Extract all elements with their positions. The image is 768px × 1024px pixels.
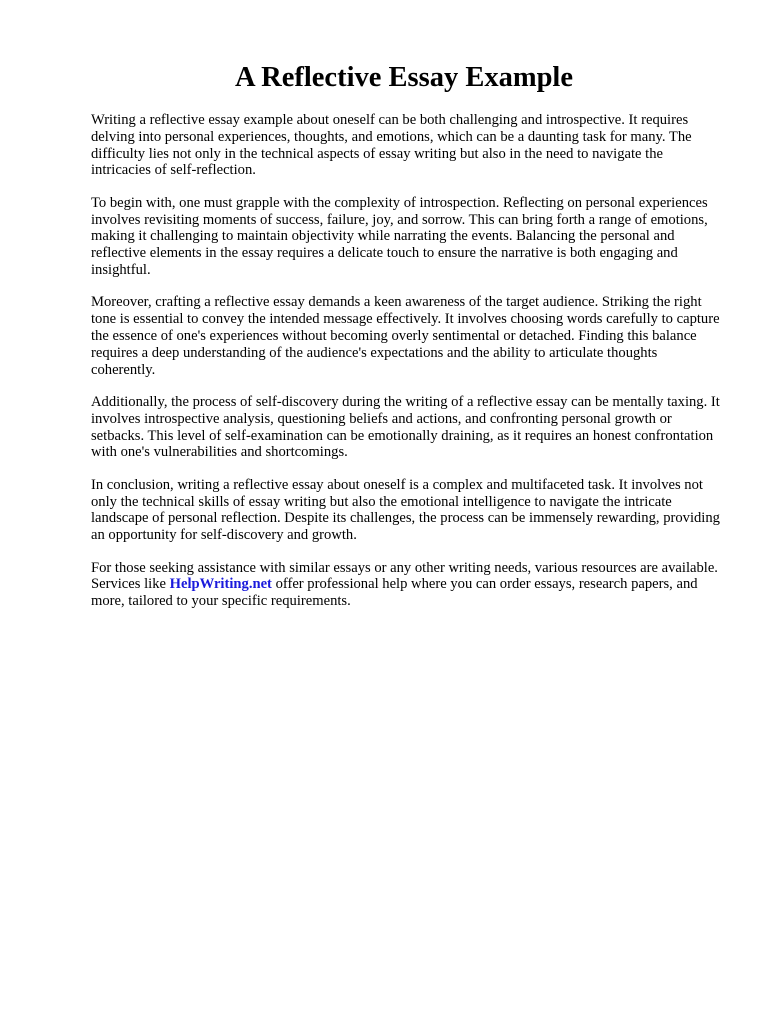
paragraph-self-discovery: Additionally, the process of self-discovery during the writing of a reflective essay can be mentally taxing. It involves introspective analysis, questioning beliefs and actions, and confronting personal growth or setbacks. This level of self-examination can be emotionally draining, as it requires an honest confrontation with one's vulnerabilities and shortcomings. — [91, 393, 720, 461]
paragraph-audience: Moreover, crafting a reflective essay demands a keen awareness of the target audience. Striking the right tone is essential to convey the intended message effectively. It involves choosing words carefully to capture the essence of one's experiences without becoming overly sentimental or detached. Finding this balance requires a deep understanding of the audience's expectations and the ability to articulate thoughts coherently. — [91, 294, 720, 378]
essay-body — [91, 112, 721, 625]
paragraph-intro: Writing a reflective essay example about oneself can be both challenging and introspective. It requires delving into personal experiences, thoughts, and emotions, which can be a daunting task for many. The difficulty lies not only in the technical aspects of essay writing but also in the need to navigate the intricacies of self-reflection. — [91, 112, 692, 179]
paragraph-conclusion: In conclusion, writing a reflective essay about oneself is a complex and multifaceted task. It involves not only the technical skills of essay writing but also the emotional intelligence to navigate the intricate landscape of personal reflection. Despite its challenges, the process can be immensely rewarding, providing an opportunity for self-discovery and growth. — [91, 476, 720, 544]
page-title: A Reflective Essay Example — [235, 62, 573, 93]
paragraph-closing — [91, 560, 721, 610]
helpwriting-link[interactable]: HelpWriting.net — [169, 576, 272, 593]
paragraph-introspection: To begin with, one must grapple with the complexity of introspection. Reflecting on personal experiences involves revisiting moments of success, failure, joy, and sorrow. This can bring forth a range of emotions, making it challenging to maintain objectivity while narrating the events. Balancing the personal and reflective elements in the essay requires a delicate touch to ensure the narrative is both engaging and insightful. — [91, 194, 708, 278]
closing-text-after-link: offer professional help where you can order essays, research papers, and more, tailored to your specific requirements. — [91, 576, 698, 610]
closing-text-before-link: For those seeking assistance with similar essays or any other writing needs, various resources are available. Services like — [91, 559, 718, 593]
